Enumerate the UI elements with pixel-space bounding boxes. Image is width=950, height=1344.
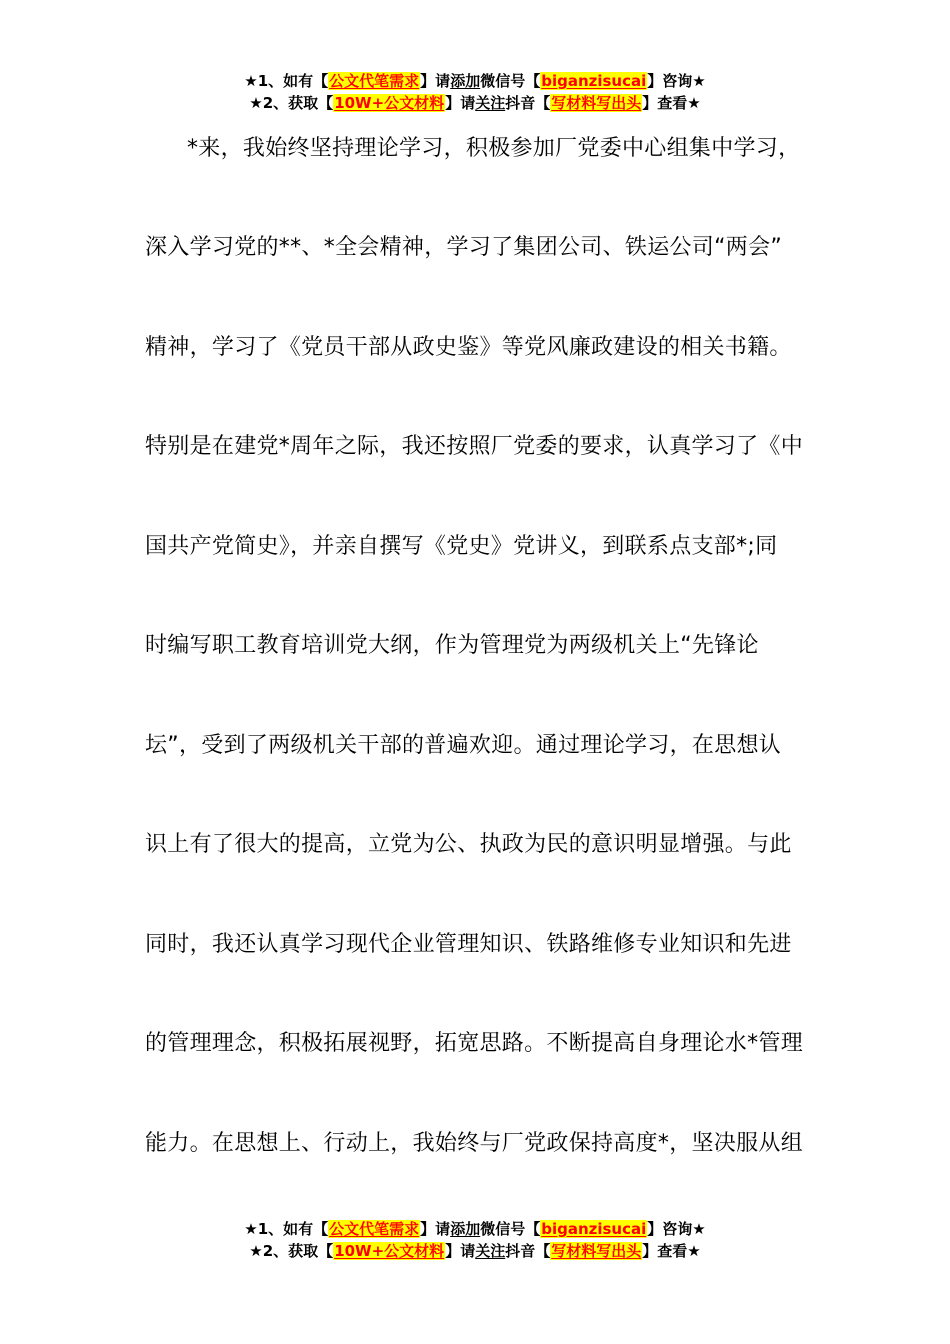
paragraph-line: 的管理理念，积极拓展视野，拓宽思路。不断提高自身理论水*管理	[145, 1031, 804, 1056]
banner-text: 】查看★	[642, 1242, 701, 1260]
footer-banner	[0, 1218, 950, 1262]
underlined-word: 关注	[475, 1242, 506, 1260]
paragraph-line: 识上有了很大的提高，立党为公、执政为民的意识明显增强。与此	[145, 832, 792, 857]
banner-text: 抖音【	[505, 94, 551, 112]
paragraph-line: 坛”，受到了两级机关干部的普遍欢迎。通过理论学习，在思想认	[145, 733, 782, 758]
header-line-1	[0, 70, 950, 92]
banner-text: 】请	[420, 1220, 451, 1238]
highlight-douyin-account: 写材料写出头	[551, 1242, 642, 1260]
banner-text: ★2、获取【	[249, 94, 334, 112]
banner-text: 微信号【	[480, 72, 541, 90]
banner-text: ★1、如有【	[244, 72, 329, 90]
paragraph-line: *来，我始终坚持理论学习，积极参加厂党委中心组集中学习，	[187, 136, 801, 161]
highlight-materials: 10W+公文材料	[334, 1242, 445, 1260]
footer-line-2	[0, 1240, 950, 1262]
paragraph-line: 时编写职工教育培训党大纲，作为管理党为两级机关上“先锋论	[145, 633, 759, 658]
paragraph-line: 同时，我还认真学习现代企业管理知识、铁路维修专业知识和先进	[145, 932, 792, 957]
banner-text: 微信号【	[480, 1220, 541, 1238]
banner-text: 】查看★	[642, 94, 701, 112]
underlined-word: 关注	[475, 94, 506, 112]
highlight-service: 公文代笔需求	[329, 72, 420, 90]
banner-text: 】咨询★	[647, 72, 706, 90]
banner-text: 】请	[420, 72, 451, 90]
banner-text: 抖音【	[505, 1242, 551, 1260]
header-line-2	[0, 92, 950, 114]
banner-text: ★1、如有【	[244, 1220, 329, 1238]
highlight-service: 公文代笔需求	[329, 1220, 420, 1238]
highlight-wechat-id: biganzisucai	[541, 1220, 647, 1238]
paragraph-line: 国共产党简史》，并亲自撰写《党史》党讲义，到联系点支部*;同	[145, 534, 778, 559]
banner-text: 】请	[445, 94, 476, 112]
highlight-douyin-account: 写材料写出头	[551, 94, 642, 112]
paragraph-line: 深入学习党的**、*全会精神，学习了集团公司、铁运公司“两会”	[145, 235, 783, 260]
underlined-word: 添加	[450, 1220, 481, 1238]
banner-text: ★2、获取【	[249, 1242, 334, 1260]
paragraph-line: 能力。在思想上、行动上，我始终与厂党政保持高度*，坚决服从组	[145, 1131, 804, 1156]
highlight-wechat-id: biganzisucai	[541, 72, 647, 90]
header-banner	[0, 70, 950, 114]
underlined-word: 添加	[450, 72, 481, 90]
footer-line-1	[0, 1218, 950, 1240]
banner-text: 】咨询★	[647, 1220, 706, 1238]
paragraph-line: 精神，学习了《党员干部从政史鉴》等党风廉政建设的相关书籍。	[145, 335, 792, 360]
highlight-materials: 10W+公文材料	[334, 94, 445, 112]
banner-text: 】请	[445, 1242, 476, 1260]
paragraph-line: 特别是在建党*周年之际，我还按照厂党委的要求，认真学习了《中	[145, 434, 804, 459]
